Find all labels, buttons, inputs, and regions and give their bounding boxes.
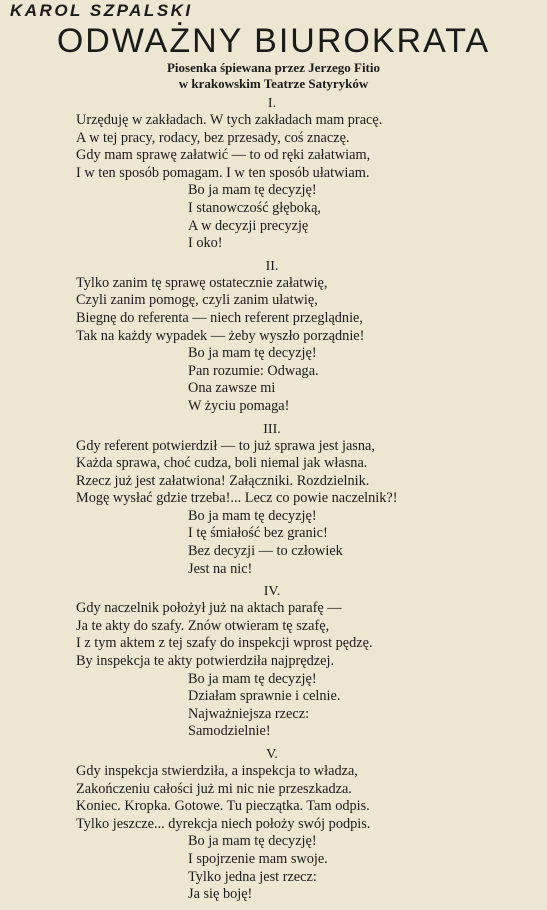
stanza bbox=[76, 259, 541, 416]
page-title: ODWAŻNY BIUROKRATA bbox=[56, 22, 491, 60]
refrain-line: Bo ja mam tę decyzję! bbox=[188, 670, 317, 687]
verse-line: By inspekcja te akty potwierdziła najprędzej. bbox=[76, 653, 335, 670]
stanza bbox=[76, 422, 541, 579]
verse-line: Gdy referent potwierdził — to już sprawa jest jasna, bbox=[76, 437, 375, 454]
verse-line: Czyli zanim pomogę, czyli zanim ułatwię, bbox=[76, 292, 318, 309]
verse-line: Tak na każdy wypadek — żeby wyszło porządnie! bbox=[76, 327, 365, 344]
refrain-line: Działam sprawnie i celnie. bbox=[188, 688, 341, 705]
refrain-line: Tylko jedna jest rzecz: bbox=[188, 868, 317, 885]
verse-line: Rzecz już jest załatwiona! Załączniki. Rozdzielnik. bbox=[76, 472, 370, 489]
refrain-line: Ja się boję! bbox=[188, 886, 253, 903]
stanza-numeral: V. bbox=[266, 747, 278, 762]
refrain-line: I oko! bbox=[188, 235, 223, 252]
subtitle-line: w krakowskim Teatrze Satyryków bbox=[178, 76, 369, 91]
verse-line: Mogę wysłać gdzie trzeba!... Lecz co powie naczelnik?! bbox=[76, 490, 398, 507]
verse-line: Gdy inspekcja stwierdziła, a inspekcja to władza, bbox=[76, 763, 358, 779]
stanza bbox=[76, 584, 541, 741]
refrain-line: Jest na nic! bbox=[188, 560, 253, 577]
verse-line: I w ten sposób pomagam. I w ten sposób ułatwiam. bbox=[76, 164, 370, 181]
verse-line: A w tej pracy, rodacy, bez przesady, coś znaczę. bbox=[76, 129, 350, 146]
stanza-numeral: IV. bbox=[263, 584, 281, 600]
refrain-line: Pan rozumie: Odwaga. bbox=[188, 362, 319, 379]
refrain-line: Bo ja mam tę decyzję! bbox=[188, 345, 317, 362]
refrain-line: W życiu pomaga! bbox=[188, 397, 290, 414]
refrain-line: I stanowczość głęboką, bbox=[188, 199, 321, 216]
verse-line: Tylko zanim tę sprawę ostatecznie załatwię, bbox=[76, 274, 328, 291]
refrain-line: A w decyzji precyzję bbox=[188, 217, 309, 234]
poem-body bbox=[76, 96, 541, 910]
verse-line: Urzęduję w zakładach. W tych zakładach mam pracę. bbox=[76, 112, 383, 128]
stanza bbox=[76, 747, 541, 904]
verse-line: I z tym aktem z tej szafy do inspekcji wprost pędzę. bbox=[76, 635, 373, 652]
verse-line: Gdy mam sprawę załatwić — to od ręki załatwiam, bbox=[76, 147, 371, 164]
refrain-line: I spojrzenie mam swoje. bbox=[188, 850, 328, 867]
author-name: KAROL SZPALSKI bbox=[10, 1, 193, 20]
verse-line: Ja te akty do szafy. Znów otwieram tę szafę, bbox=[76, 617, 330, 634]
verse-line: Tylko jeszcze... dyrekcja niech położy swój podpis. bbox=[76, 815, 371, 832]
verse-line: Gdy naczelnik położył już na aktach parafę — bbox=[76, 600, 342, 617]
stanza-numeral: II. bbox=[265, 258, 279, 274]
stanza bbox=[76, 96, 541, 253]
verse-line: Każda sprawa, choć cudza, boli niemal jak własna. bbox=[76, 455, 368, 472]
refrain-line: Bo ja mam tę decyzję! bbox=[188, 507, 317, 524]
refrain-line: Najważniejsza rzecz: bbox=[188, 705, 310, 722]
refrain-line: Bo ja mam tę decyzję! bbox=[188, 833, 317, 850]
refrain-line: Ona zawsze mi bbox=[188, 380, 276, 397]
refrain-line: I tę śmiałość bez granic! bbox=[188, 525, 328, 542]
refrain-line: Bez decyzji — to człowiek bbox=[188, 543, 343, 560]
stanza-numeral: I. bbox=[267, 96, 277, 111]
refrain-line: Bo ja mam tę decyzję! bbox=[188, 182, 317, 199]
subtitle-line: Piosenka śpiewana przez Jerzego Fitio bbox=[166, 60, 380, 75]
verse-line: Biegnę do referenta — niech referent przeglądnie, bbox=[76, 309, 363, 326]
verse-line: Koniec. Kropka. Gotowe. Tu pieczątka. Tam odpis. bbox=[76, 798, 370, 815]
stanza-numeral: III. bbox=[263, 421, 281, 437]
verse-line: Zakończeniu całości już mi nic nie przeszkadza. bbox=[76, 780, 352, 797]
subtitle bbox=[0, 60, 547, 92]
refrain-line: Samodzielnie! bbox=[188, 723, 271, 740]
